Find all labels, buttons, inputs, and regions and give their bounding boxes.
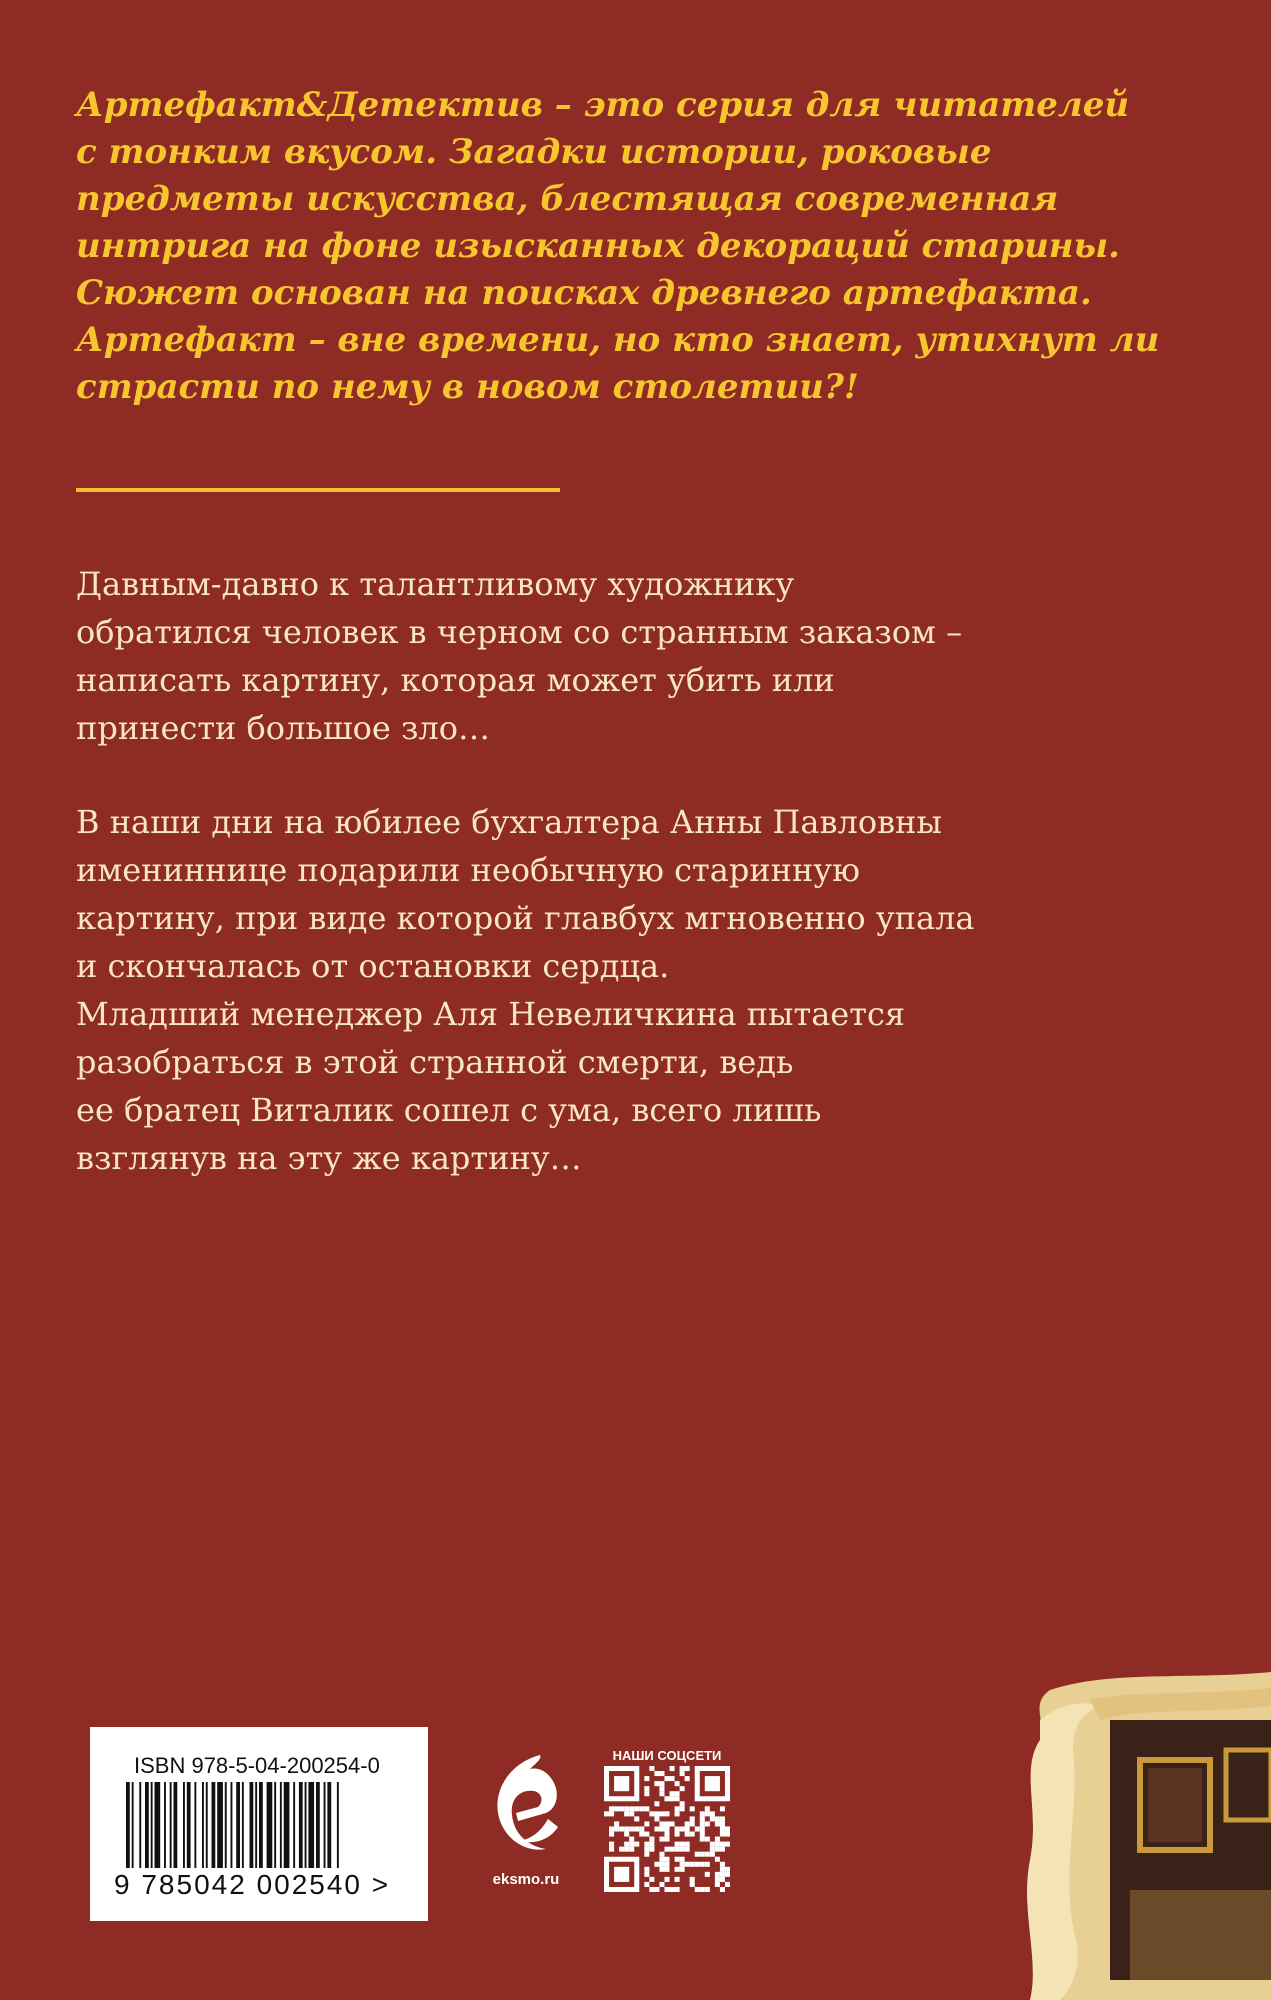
isbn-label: ISBN 978-5-04-200254-0 (134, 1753, 380, 1778)
publisher-url: eksmo.ru (492, 1871, 560, 1888)
series-line: с тонким вкусом. Загадки истории, роковые (76, 132, 992, 172)
annotation-line: написать картину, которая может убить или (76, 661, 835, 699)
series-line: предметы искусства, блестящая современная (76, 179, 1059, 219)
barcode-icon (126, 1782, 396, 1868)
annotation-paragraph-2 (76, 798, 1216, 1182)
annotation-line: и скончалась от остановки сердца. (76, 947, 670, 985)
annotation-line: картину, при виде которой главбух мгновенно упала (76, 899, 975, 937)
scroll-illustration-icon (990, 1660, 1271, 2000)
eksmo-logo-icon (484, 1749, 568, 1861)
series-line: интрига на фоне изысканных декораций старины. (76, 226, 1121, 266)
series-line: Артефакт – вне времени, но кто знает, утихнут ли (76, 320, 1160, 360)
series-line: Сюжет основан на поисках древнего артефакта. (76, 273, 1092, 313)
social-label: НАШИ СОЦСЕТИ (612, 1748, 722, 1763)
series-line: Артефакт&Детектив – это серия для читателей (76, 85, 1130, 125)
annotation-line: ее братец Виталик сошел с ума, всего лишь (76, 1091, 822, 1129)
divider-line (76, 488, 560, 492)
series-line: страсти по нему в новом столетии?! (76, 367, 859, 407)
annotation-line: взглянув на эту же картину… (76, 1139, 582, 1177)
annotation-line: имениннице подарили необычную старинную (76, 851, 860, 889)
annotation-paragraph-1 (76, 560, 1216, 752)
qr-code-icon[interactable] (604, 1766, 730, 1892)
annotation-line: обратился человек в черном со странным заказом – (76, 613, 963, 651)
annotation-line: разобраться в этой странной смерти, ведь (76, 1043, 794, 1081)
ean-digits: 9 785042 002540 > (114, 1869, 391, 1900)
annotation-line: В наши дни на юбилее бухгалтера Анны Павловны (76, 803, 942, 841)
barcode-panel (90, 1727, 428, 1921)
series-blurb (76, 82, 1206, 411)
annotation-line: Давным-давно к талантливому художнику (76, 565, 795, 603)
annotation-line: принести большое зло… (76, 709, 490, 747)
annotation-line: Младший менеджер Аля Невеличкина пытается (76, 995, 906, 1033)
